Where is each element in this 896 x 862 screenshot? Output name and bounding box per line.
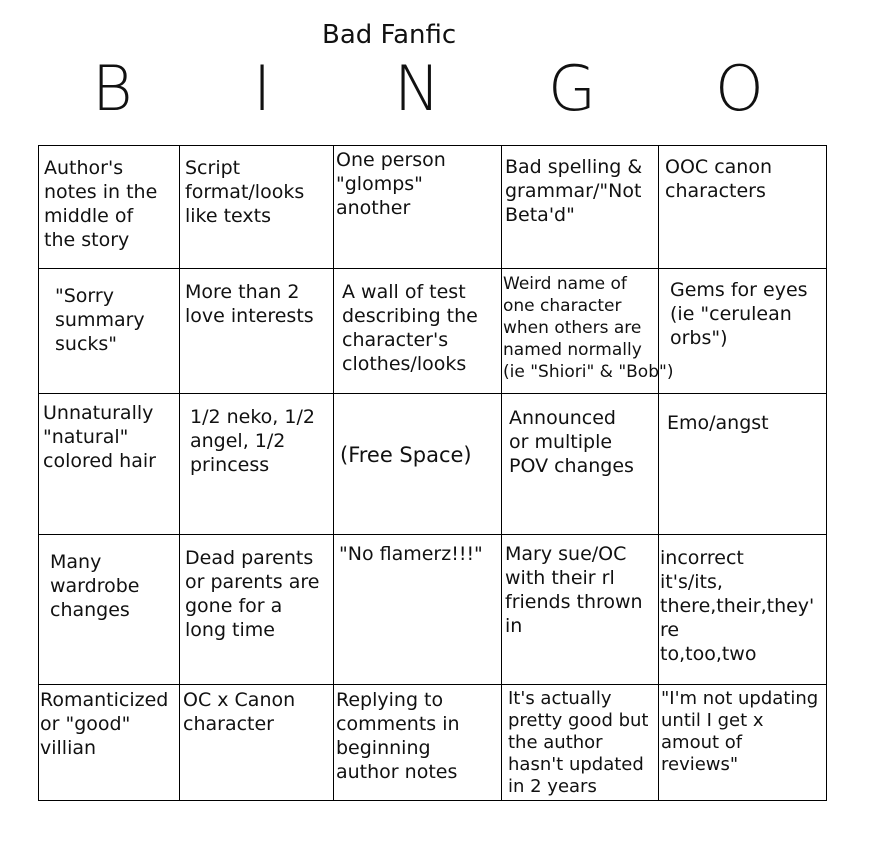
bingo-cell: OC x Canon character bbox=[183, 689, 296, 735]
bingo-letter-n: N bbox=[394, 52, 441, 125]
bingo-cell: Many wardrobe changes bbox=[50, 551, 140, 621]
bingo-cell: Weird name of one character when others are named normally (ie "Shiori" & "Bob") bbox=[503, 274, 674, 382]
bingo-cell: Replying to comments in beginning author notes bbox=[336, 689, 460, 783]
grid-line bbox=[38, 684, 827, 685]
grid-line bbox=[38, 268, 827, 269]
bingo-letter-o: O bbox=[715, 52, 764, 125]
bingo-cell: "No flamerz!!!" bbox=[339, 543, 483, 565]
bingo-cell: Emo/angst bbox=[667, 412, 769, 434]
bingo-cell: Romanticized or "good" villian bbox=[40, 689, 169, 759]
bingo-cell: Mary sue/OC with their rl friends thrown in bbox=[505, 543, 643, 637]
bingo-letter-i: I bbox=[253, 52, 272, 125]
bingo-cell: It's actually pretty good but the author hasn't updated in 2 years bbox=[508, 688, 649, 797]
bingo-cell: 1/2 neko, 1/2 angel, 1/2 princess bbox=[190, 406, 315, 476]
bingo-cell: Announced or multiple POV changes bbox=[509, 407, 634, 477]
bingo-cell: incorrect it's/its, there,their,they' re to,too,two bbox=[660, 547, 815, 665]
grid-line bbox=[826, 145, 827, 801]
bingo-cell: Author's notes in the middle of the story bbox=[44, 157, 158, 251]
bingo-cell: "I'm not updating until I get x amout of reviews" bbox=[661, 688, 819, 775]
bingo-cell: Bad spelling & grammar/"Not Beta'd" bbox=[505, 156, 643, 226]
free-space: (Free Space) bbox=[340, 443, 472, 467]
grid-line bbox=[658, 145, 659, 801]
page-title: Bad Fanfic bbox=[322, 20, 457, 50]
grid-line bbox=[333, 145, 334, 801]
bingo-cell: Dead parents or parents are gone for a long time bbox=[185, 547, 320, 641]
grid-line bbox=[38, 393, 827, 394]
grid-line bbox=[38, 145, 827, 146]
grid-line bbox=[38, 800, 827, 801]
bingo-cell: More than 2 love interests bbox=[185, 281, 314, 327]
bingo-cell: "Sorry summary sucks" bbox=[55, 285, 145, 355]
bingo-cell: A wall of test describing the character's clothes/looks bbox=[342, 281, 478, 375]
bingo-cell: OOC canon characters bbox=[665, 156, 773, 202]
grid-line bbox=[501, 145, 502, 801]
bingo-letter-g: G bbox=[548, 52, 597, 125]
bingo-letter-b: B bbox=[92, 52, 133, 125]
bingo-cell: Unnaturally "natural" colored hair bbox=[43, 402, 156, 472]
grid-line bbox=[38, 534, 827, 535]
grid-line bbox=[179, 145, 180, 801]
bingo-cell: Script format/looks like texts bbox=[185, 157, 305, 227]
bingo-cell: Gems for eyes (ie "cerulean orbs") bbox=[670, 279, 808, 349]
grid-line bbox=[38, 145, 39, 801]
bingo-cell: One person "glomps" another bbox=[336, 149, 446, 219]
